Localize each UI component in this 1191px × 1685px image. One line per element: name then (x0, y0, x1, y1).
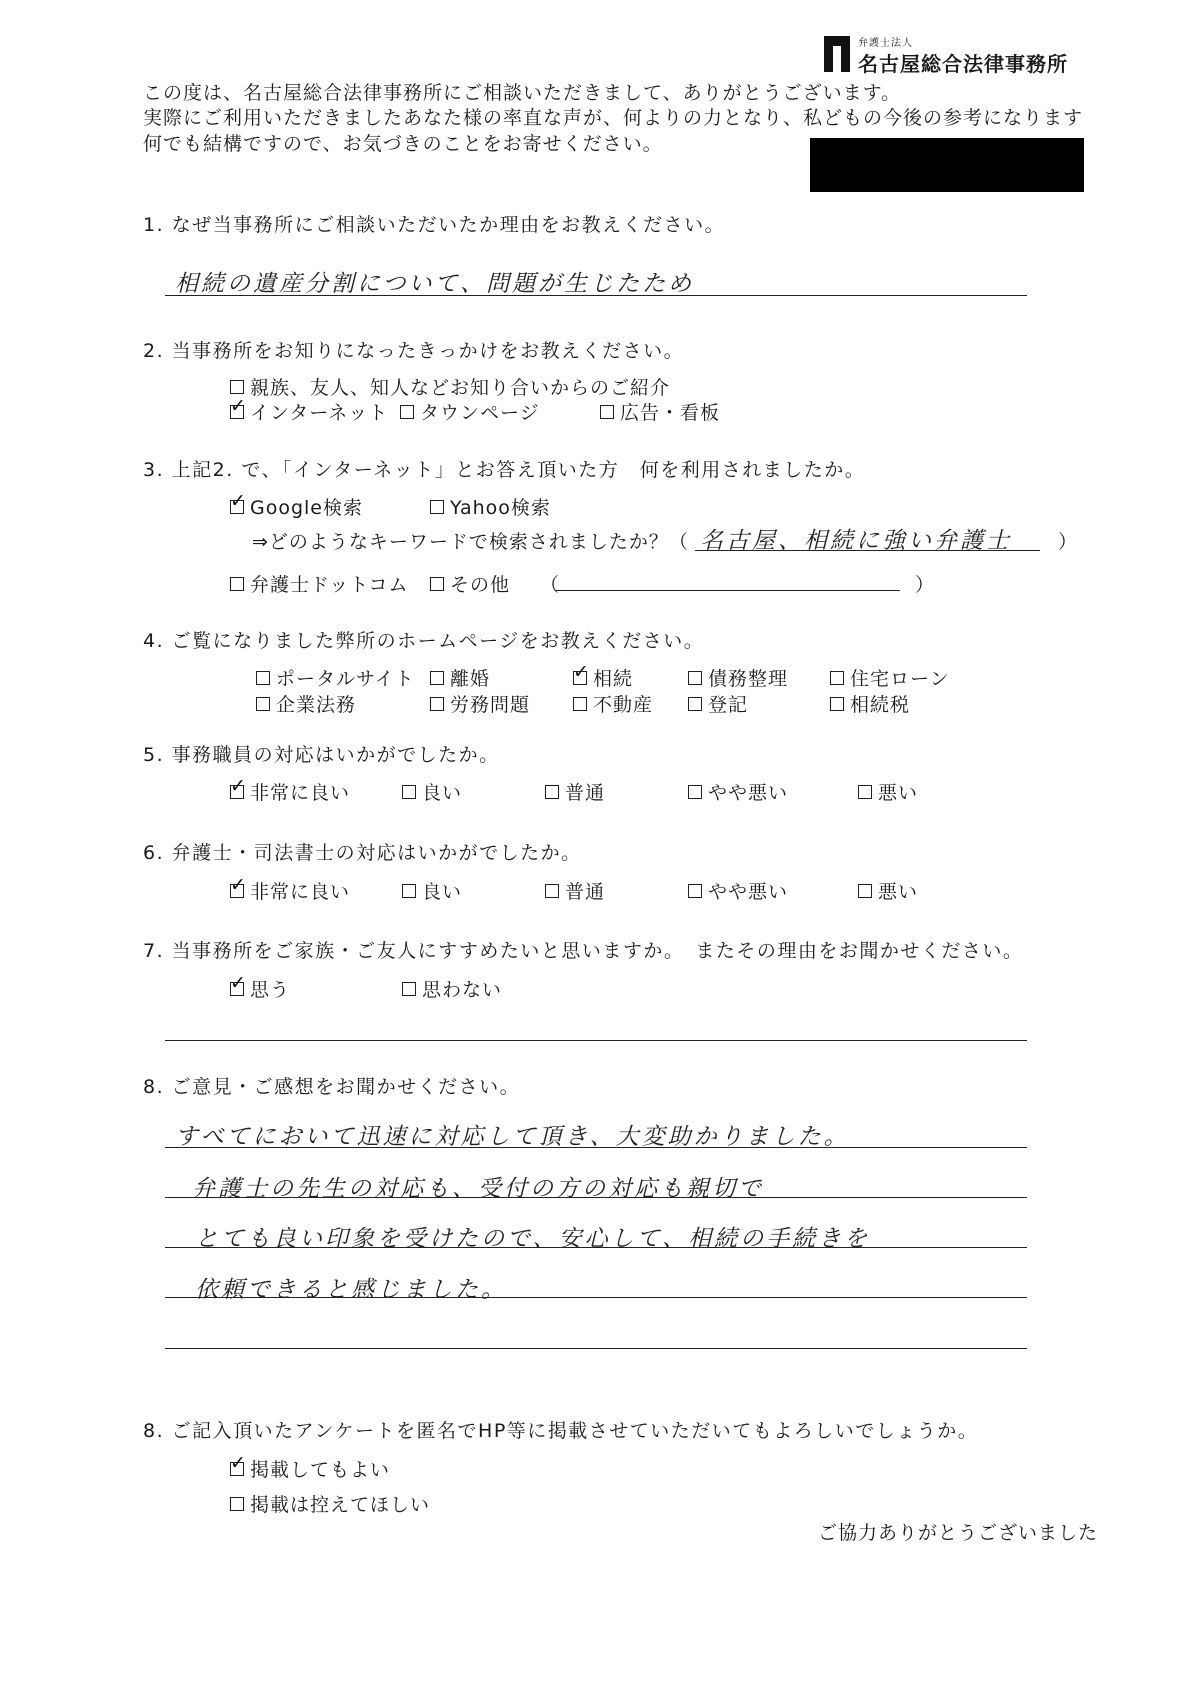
option-internet[interactable] (230, 394, 389, 425)
checkbox[interactable] (430, 697, 444, 711)
option-label: 親族、友人、知人などお知り合いからのご紹介 (250, 377, 671, 399)
comment-rule (165, 1147, 1027, 1148)
checkbox[interactable] (230, 577, 244, 591)
option-divorce[interactable] (430, 664, 490, 691)
comment-line-4: 依頼できると感じました。 (195, 1277, 507, 1303)
q6-option-bad[interactable] (858, 877, 918, 904)
q5-option-bad[interactable] (858, 778, 918, 805)
option-google[interactable] (230, 489, 364, 520)
check-mark-icon: ✓ (230, 873, 247, 896)
option-portal[interactable] (256, 664, 415, 691)
comment-line-1: すべてにおいて迅速に対応して頂き、大変助かりました。 (175, 1124, 850, 1150)
option-label: 住宅ローン (850, 668, 950, 690)
q5-option-good[interactable] (402, 778, 462, 805)
checkbox[interactable] (230, 1497, 244, 1511)
other-paren-open: （ (540, 574, 560, 596)
option-label: 良い (422, 782, 463, 804)
option-label: 相続 (593, 668, 634, 690)
option-label: タウンページ (420, 402, 540, 424)
option-label: 掲載は控えてほしい (250, 1494, 431, 1516)
checkbox[interactable] (402, 785, 416, 799)
option-bengoshi-dotcom[interactable] (230, 570, 408, 597)
checkbox-checked[interactable] (230, 394, 247, 419)
option-label: 労務問題 (450, 694, 531, 716)
question-2-label: 2. 当事務所をお知りになったきっかけをお教えください。 (143, 340, 685, 362)
checkbox[interactable] (256, 697, 270, 711)
option-label: やや悪い (708, 782, 789, 804)
option-label: Google検索 (250, 497, 364, 519)
option-label: 悪い (878, 881, 919, 903)
checkbox-checked[interactable] (573, 660, 590, 685)
checkbox[interactable] (430, 500, 444, 514)
closing-thanks: ご協力ありがとうございました (818, 1522, 1099, 1544)
comment-line-2: 弁護士の先生の対応も、受付の方の対応も親切で (192, 1176, 764, 1202)
checkbox[interactable] (688, 785, 702, 799)
q6-option-very-good[interactable] (230, 873, 351, 904)
firm-logo-icon (824, 36, 850, 72)
option-label: ポータルサイト (276, 668, 415, 690)
redaction-block (810, 138, 1084, 192)
option-label: 企業法務 (276, 694, 357, 716)
option-label: 思う (250, 979, 291, 1001)
comment-rule (165, 1197, 1027, 1198)
option-other[interactable] (430, 570, 510, 597)
option-corporate[interactable] (256, 690, 356, 717)
option-label: 登記 (708, 694, 749, 716)
checkbox[interactable] (545, 785, 559, 799)
logo-subtitle: 弁護士法人 (858, 38, 913, 49)
option-label: 弁護士ドットコム (250, 574, 409, 596)
checkbox[interactable] (430, 671, 444, 685)
checkbox[interactable] (688, 697, 702, 711)
option-inheritance-tax[interactable] (830, 690, 910, 717)
other-paren-close: ） (915, 574, 935, 596)
keyword-paren-close: ） (1058, 531, 1078, 553)
intro-line-1: この度は、名古屋総合法律事務所にご相談いただきまして、ありがとうございます。 (143, 82, 902, 104)
keyword-prompt: ⇒どのようなキーワードで検索されましたか？（ (252, 531, 689, 553)
q5-option-somewhat-bad[interactable] (688, 778, 788, 805)
option-label: 思わない (422, 979, 503, 1001)
option-publish-no[interactable] (230, 1490, 430, 1517)
logo-firm-name: 名古屋総合法律事務所 (858, 52, 1068, 76)
keyword-line (695, 550, 1040, 551)
intro-line-2: 実際にご利用いただきましたあなた様の率直な声が、何よりの力となり、私どもの今後の参考になります (143, 107, 1084, 129)
keyword-answer: 名古屋、相続に強い弁護士 (700, 528, 1012, 554)
option-labor[interactable] (430, 690, 530, 717)
option-label: 相続税 (850, 694, 911, 716)
checkbox-checked[interactable] (230, 873, 247, 898)
check-mark-icon: ✓ (230, 394, 247, 417)
option-label: 普通 (565, 782, 606, 804)
option-label: 非常に良い (250, 782, 351, 804)
question-6-label: 6. 弁護士・司法書士の対応はいかがでしたか。 (143, 842, 582, 864)
q5-option-very-good[interactable] (230, 774, 351, 805)
checkbox[interactable] (688, 671, 702, 685)
question-8-label: 8. ご意見・ご感想をお聞かせください。 (143, 1076, 521, 1098)
checkbox[interactable] (830, 697, 844, 711)
comment-rule (165, 1297, 1027, 1298)
checkbox[interactable] (573, 697, 587, 711)
checkbox[interactable] (858, 785, 872, 799)
check-mark-icon: ✓ (573, 660, 590, 683)
question-1-label: 1. なぜ当事務所にご相談いただいたか理由をお教えください。 (143, 214, 726, 236)
option-label: 離婚 (450, 668, 491, 690)
other-input-line[interactable] (555, 590, 900, 591)
checkbox-checked[interactable] (230, 971, 247, 996)
checkbox[interactable] (400, 405, 414, 419)
comment-rule (165, 1247, 1027, 1248)
comment-rule (165, 1348, 1027, 1349)
option-label: インターネット (250, 402, 389, 424)
option-registration[interactable] (688, 690, 748, 717)
option-housing-loan[interactable] (830, 664, 950, 691)
option-label: 普通 (565, 881, 606, 903)
option-inheritance[interactable] (573, 660, 634, 691)
option-label: Yahoo検索 (450, 497, 551, 519)
option-townpage[interactable] (400, 398, 540, 425)
question-9-label: 8. ご記入頂いたアンケートを匿名でHP等に掲載させていただいてもよろしいでしょうか。 (143, 1420, 979, 1442)
q7-option-no[interactable] (402, 975, 502, 1002)
checkbox[interactable] (858, 884, 872, 898)
check-mark-icon: ✓ (230, 1451, 247, 1474)
checkbox-checked[interactable] (230, 1451, 247, 1476)
q6-option-somewhat-bad[interactable] (688, 877, 788, 904)
checkbox[interactable] (402, 982, 416, 996)
option-publish-ok[interactable] (230, 1451, 391, 1482)
checkbox[interactable] (688, 884, 702, 898)
intro-line-3: 何でも結構ですので、お気づきのことをお寄せください。 (143, 133, 663, 155)
option-label: 良い (422, 881, 463, 903)
question-7-label: 7. 当事務所をご家族・ご友人にすすめたいと思いますか。 またその理由をお聞かせください。 (143, 940, 1024, 962)
checkbox[interactable] (430, 577, 444, 591)
answer-line (165, 295, 1027, 296)
check-mark-icon: ✓ (230, 489, 247, 512)
checkbox-checked[interactable] (230, 489, 247, 514)
option-referral[interactable] (230, 373, 670, 400)
option-label: 非常に良い (250, 881, 351, 903)
question-5-label: 5. 事務職員の対応はいかがでしたか。 (143, 744, 500, 766)
option-label: 不動産 (593, 694, 654, 716)
q7-option-yes[interactable] (230, 971, 291, 1002)
checkbox[interactable] (402, 884, 416, 898)
option-real-estate[interactable] (573, 690, 653, 717)
check-mark-icon: ✓ (230, 774, 247, 797)
checkbox[interactable] (545, 884, 559, 898)
option-label: 広告・看板 (620, 402, 721, 424)
option-label: その他 (450, 574, 511, 596)
comment-line-3: とても良い印象を受けたので、安心して、相続の手続きを (195, 1226, 871, 1252)
reason-line[interactable] (165, 1040, 1027, 1041)
checkbox-checked[interactable] (230, 774, 247, 799)
question-1-answer: 相続の遺産分割について、問題が生じたため (175, 271, 695, 297)
option-yahoo[interactable] (430, 493, 551, 520)
q5-option-average[interactable] (545, 778, 605, 805)
q6-option-good[interactable] (402, 877, 462, 904)
checkbox[interactable] (230, 380, 244, 394)
checkbox[interactable] (830, 671, 844, 685)
option-advertisement[interactable] (600, 398, 720, 425)
check-mark-icon: ✓ (230, 971, 247, 994)
option-label: 悪い (878, 782, 919, 804)
option-label: 掲載してもよい (250, 1459, 391, 1481)
q6-option-average[interactable] (545, 877, 605, 904)
question-3-label: 3. 上記2. で、「インターネット」とお答え頂いた方 何を利用されましたか。 (143, 459, 866, 481)
checkbox[interactable] (256, 671, 270, 685)
checkbox[interactable] (600, 405, 614, 419)
option-debt[interactable] (688, 664, 788, 691)
option-label: 債務整理 (708, 668, 789, 690)
question-4-label: 4. ご覧になりました弊所のホームページをお教えください。 (143, 630, 705, 652)
option-label: やや悪い (708, 881, 789, 903)
